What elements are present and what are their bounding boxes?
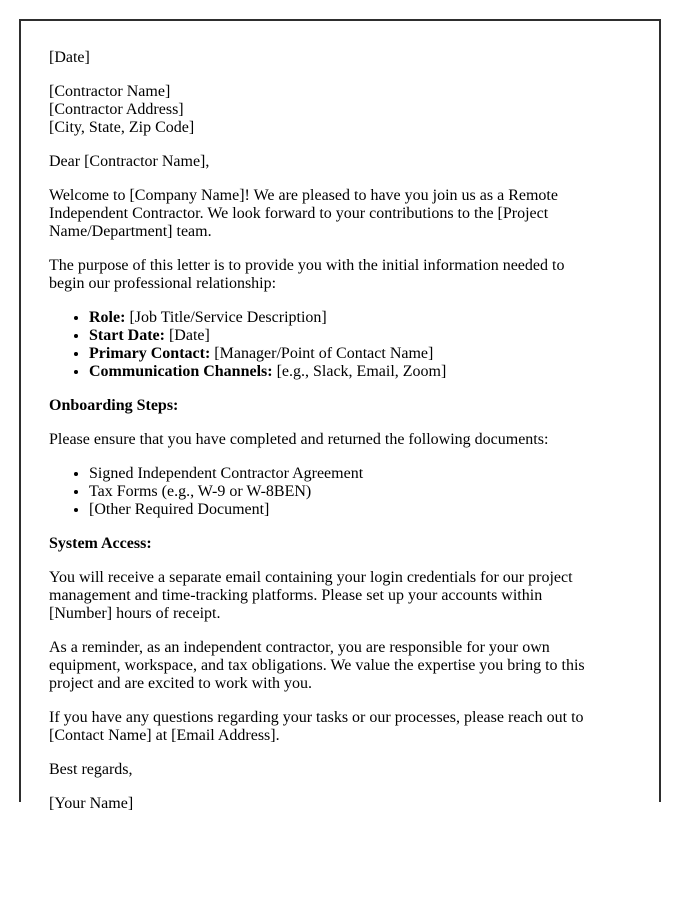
detail-label-role: Role: <box>89 309 126 326</box>
recipient-address: [Contractor Address] <box>49 101 184 118</box>
date-line: [Date] <box>49 49 90 66</box>
list-item: • Tax Forms (e.g., W-9 or W-8BEN) <box>89 483 603 501</box>
detail-label-primary-contact: Primary Contact: <box>89 345 211 362</box>
signature-line: [Your Name] <box>49 795 134 812</box>
list-item <box>89 309 603 327</box>
detail-label-communication-channels: Communication Channels: <box>89 363 273 380</box>
letter-body <box>21 21 603 813</box>
recipient-address-block <box>49 83 603 137</box>
engagement-details-list <box>49 309 603 381</box>
questions-paragraph: If you have any questions regarding your tasks or our processes, please reach out to [Contact Name] at [Email Address]. <box>49 709 584 744</box>
purpose-paragraph: The purpose of this letter is to provide you with the initial information needed to begin our professional relationship: <box>49 257 565 292</box>
closing-line: Best regards, <box>49 761 133 778</box>
detail-value-communication-channels: [e.g., Slack, Email, Zoom] <box>276 363 447 380</box>
detail-value-primary-contact: [Manager/Point of Contact Name] <box>214 345 434 362</box>
onboarding-steps-heading: Onboarding Steps: <box>49 397 179 414</box>
salutation: Dear [Contractor Name], <box>49 153 210 170</box>
detail-value-role: [Job Title/Service Description] <box>129 309 327 326</box>
reminder-paragraph: As a reminder, as an independent contractor, you are responsible for your own equipment, workspace, and tax obligations. We value the expertise you bring to this project and are excited to work with you. <box>49 639 585 692</box>
list-item <box>89 363 603 381</box>
list-item: • Signed Independent Contractor Agreement <box>89 465 603 483</box>
detail-value-start-date: [Date] <box>168 327 210 344</box>
system-access-paragraph: You will receive a separate email containing your login credentials for our project management and time-tracking platforms. Please set up your accounts within [Number] hours of receipt. <box>49 569 573 622</box>
intro-paragraph: Welcome to [Company Name]! We are pleased to have you join us as a Remote Independent Contractor. We look forward to your contributions to the [Project Name/Department] team. <box>49 187 558 240</box>
letter-page <box>19 19 661 812</box>
detail-label-start-date: Start Date: <box>89 327 165 344</box>
recipient-name: [Contractor Name] <box>49 83 171 100</box>
onboarding-intro-paragraph: Please ensure that you have completed and returned the following documents: <box>49 431 549 448</box>
list-item: • [Other Required Document] <box>89 501 603 519</box>
system-access-heading: System Access: <box>49 535 152 552</box>
list-item <box>89 327 603 345</box>
required-documents-list <box>49 465 603 519</box>
recipient-city-state-zip: [City, State, Zip Code] <box>49 119 195 136</box>
list-item <box>89 345 603 363</box>
